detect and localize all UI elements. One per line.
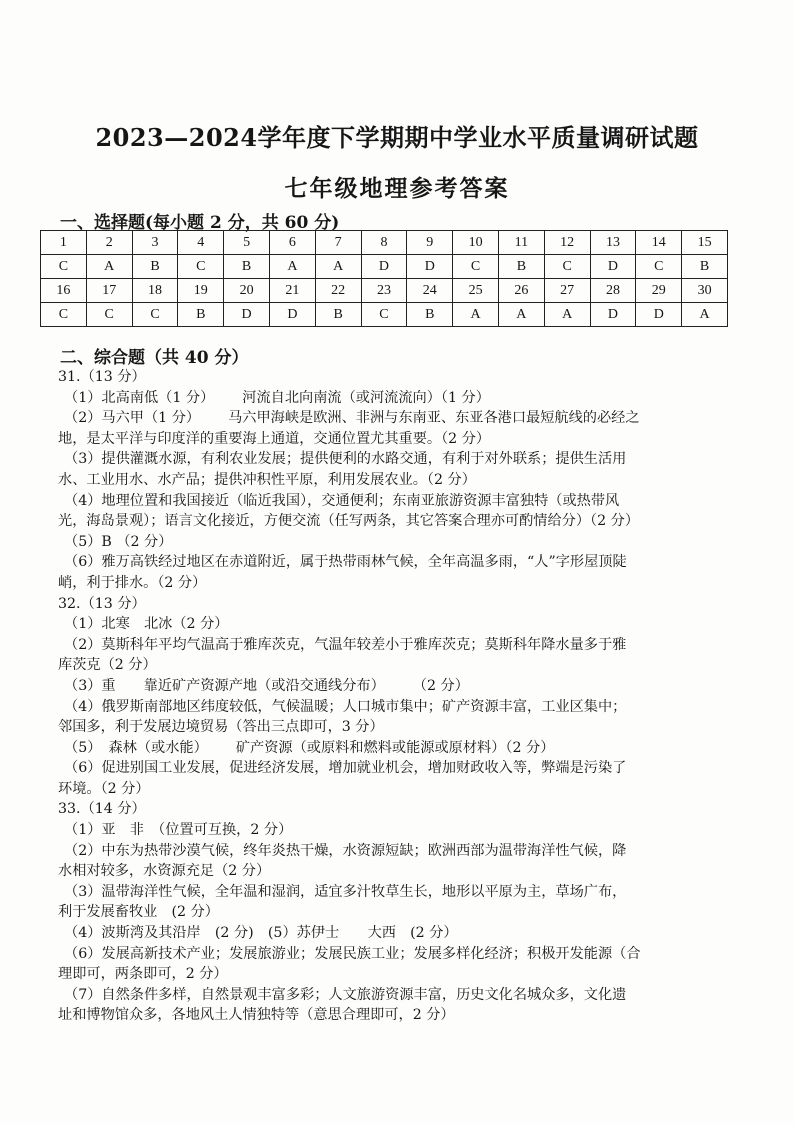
q32-answer-5 (58, 738, 710, 759)
answer-cell: A (86, 255, 132, 279)
q31-answer-3-cont: 水、工业用水、水产品；提供冲积性平原，利用发展农业。（2 分） (58, 471, 476, 488)
q33-answer-6: （6）发展高新技术产业；发展旅游业；发展民族工业；发展多样化经济；积极开发能源（合 (64, 945, 641, 962)
question-number-cell: 8 (361, 231, 407, 255)
answer-cell: B (407, 303, 453, 327)
answer-cell: B (315, 303, 361, 327)
q31-answer-2 (58, 408, 710, 429)
question-number-cell: 7 (315, 231, 361, 255)
answer-cell: C (41, 255, 87, 279)
question-number-cell: 2 (86, 231, 132, 255)
q33-answer-7-cont: 址和博物馆众多，各地风土人情独特等（意思合理即可，2 分） (58, 1007, 455, 1024)
page-title: 2023—2024学年度下学期期中学业水平质量调研试题 (95, 123, 699, 152)
q32-heading: 32.（13 分） (58, 595, 146, 612)
q31-answer-6: （6）雅万高铁经过地区在赤道附近，属于热带雨林气候，全年高温多雨，“人”字形屋顶陡 (64, 554, 627, 571)
q31-answer-2-cont: 地，是太平洋与印度洋的重要海上通道，交通位置尤其重要。（2 分） (58, 430, 491, 447)
question-number-cell: 27 (544, 279, 590, 303)
q32-answer-3 (58, 676, 710, 697)
q31-answer-4-cont: 光，海岛景观）；语言文化接近，方便交流（任写两条，其它答案合理亦可酌情给分）（2 分） (58, 513, 640, 530)
q33-answer-3: （3）温带海洋性气候，全年温和湿润，适宜多汁牧草生长，地形以平原为主，草场广布， (64, 883, 627, 900)
answer-cell: D (269, 303, 315, 327)
answer-cell: D (590, 303, 636, 327)
answer-cell: C (178, 255, 224, 279)
q33-answer-1: （1）亚 非 （位置可互换，2 分） (64, 822, 293, 839)
question-number-cell: 29 (636, 279, 682, 303)
answer-cell: C (132, 303, 178, 327)
answer-cell: D (636, 303, 682, 327)
q31-a2-part2: 马六甲海峡是欧洲、非洲与东南亚、东亚各港口最短航线的必经之 (228, 410, 640, 427)
q32-a5-part2: 矿产资源（或原料和燃料或能源或原材料）（2 分） (235, 739, 555, 756)
multiple-choice-answer-table (40, 230, 728, 327)
question-number-row (41, 231, 728, 255)
q33-answer-2-cont: 水相对较多，水资源充足（2 分） (58, 863, 271, 880)
q32-answer-1: （1）北寒 北冰（2 分） (64, 616, 229, 633)
question-number-cell: 20 (224, 279, 270, 303)
question-number-cell: 4 (178, 231, 224, 255)
question-number-cell: 18 (132, 279, 178, 303)
q31-heading: 31.（13 分） (58, 369, 146, 385)
answer-cell: A (498, 303, 544, 327)
q32-answer-6-cont: 环境。（2 分） (58, 780, 150, 797)
question-number-cell: 15 (682, 231, 728, 255)
q33-heading: 33.（14 分） (58, 801, 146, 818)
answer-cell: C (41, 303, 87, 327)
answer-cell: A (682, 303, 728, 327)
q32-answer-6: （6）促进别国工业发展，促进经济发展，增加就业机会，增加财政收入等，弊端是污染了 (64, 760, 627, 777)
answer-cell: A (544, 303, 590, 327)
answer-cell: B (132, 255, 178, 279)
answer-cell: C (636, 255, 682, 279)
question-number-row (41, 279, 728, 303)
question-number-cell: 30 (682, 279, 728, 303)
q33-answer-6-cont: 理即可，两条即可，2 分） (58, 966, 228, 983)
q31-answer-6-cont: 峭，利于排水。（2 分） (58, 574, 207, 591)
question-number-cell: 3 (132, 231, 178, 255)
question-number-cell: 21 (269, 279, 315, 303)
page-subtitle: 七年级地理参考答案 (284, 175, 510, 202)
question-number-cell: 16 (41, 279, 87, 303)
q32-answer-4-cont: 邻国多，利于发展边境贸易（答出三点即可，3 分） (58, 719, 384, 736)
answer-cell: C (453, 255, 499, 279)
answer-cell: A (453, 303, 499, 327)
answer-cell: A (269, 255, 315, 279)
answer-cell: C (544, 255, 590, 279)
q31-a1-part2: 河流自北向南流（或河流流向）（1 分） (242, 389, 490, 406)
q32-a5-part1: （5） 森林（或水能） (64, 739, 208, 756)
q31-a2-part1: （2）马六甲（1 分） (64, 410, 201, 427)
q32-answer-4: （4）俄罗斯南部地区纬度较低，气候温暖；人口城市集中；矿产资源丰富，工业区集中； (64, 698, 627, 715)
answer-row (41, 303, 728, 327)
answer-cell: C (86, 303, 132, 327)
answer-cell: D (407, 255, 453, 279)
answer-cell: A (315, 255, 361, 279)
q31-answer-3: （3）提供灌溉水源，有利农业发展；提供便利的水路交通，有利于对外联系；提供生活用 (64, 451, 627, 468)
answer-cell: B (178, 303, 224, 327)
answer-cell: B (224, 255, 270, 279)
question-number-cell: 19 (178, 279, 224, 303)
q32-answer-2: （2）莫斯科年平均气温高于雅库茨克，气温年较差小于雅库茨克；莫斯科年降水量多于雅 (64, 636, 627, 653)
answer-cell: D (590, 255, 636, 279)
q31-answer-1 (58, 388, 710, 409)
question-number-cell: 24 (407, 279, 453, 303)
question-number-cell: 9 (407, 231, 453, 255)
answer-cell: D (224, 303, 270, 327)
question-number-cell: 23 (361, 279, 407, 303)
question-number-cell: 22 (315, 279, 361, 303)
question-number-cell: 13 (590, 231, 636, 255)
q32-answer-2-cont: 库茨克（2 分） (58, 657, 157, 674)
section2-heading: 二、综合题（共 40 分） (60, 348, 249, 368)
question-number-cell: 1 (41, 231, 87, 255)
question-number-cell: 28 (590, 279, 636, 303)
question-number-cell: 5 (224, 231, 270, 255)
question-number-cell: 14 (636, 231, 682, 255)
answer-cell: D (361, 255, 407, 279)
q33-answer-3-cont: 利于发展畜牧业 (2 分） (58, 904, 219, 921)
q33-answer-7: （7）自然条件多样，自然景观丰富多彩；人文旅游资源丰富，历史文化名城众多，文化遗 (64, 986, 627, 1003)
q31-a1-part1: （1）北高南低（1 分） (64, 389, 215, 406)
question-number-cell: 17 (86, 279, 132, 303)
q31-answer-5: （5）B （2 分） (64, 533, 173, 550)
question-number-cell: 10 (453, 231, 499, 255)
q33-answer-2: （2）中东为热带沙漠气候，终年炎热干燥，水资源短缺；欧洲西部为温带海洋性气候，降 (64, 842, 627, 859)
answer-row (41, 255, 728, 279)
question-number-cell: 12 (544, 231, 590, 255)
question-number-cell: 6 (269, 231, 315, 255)
question-number-cell: 25 (453, 279, 499, 303)
q32-a3-part1: （3）重 (64, 677, 116, 694)
q31-answer-4: （4）地理位置和我国接近（临近我国），交通便利；东南亚旅游资源丰富独特（或热带风 (64, 492, 620, 509)
question-number-cell: 26 (498, 279, 544, 303)
answer-cell: B (682, 255, 728, 279)
comprehensive-answers (58, 367, 710, 1026)
section1-heading: 一、选择题(每小题 2 分，共 60 分) (60, 213, 340, 233)
q32-a3-part2: 靠近矿产资源产地（或沿交通线分布） (143, 677, 385, 694)
question-number-cell: 11 (498, 231, 544, 255)
q32-a3-part3: （2 分） (412, 677, 469, 694)
q33-answer-4-5: （4）波斯湾及其沿岸 (2 分) (5）苏伊士 大西 (2 分） (64, 925, 458, 942)
answer-cell: B (498, 255, 544, 279)
answer-cell: C (361, 303, 407, 327)
